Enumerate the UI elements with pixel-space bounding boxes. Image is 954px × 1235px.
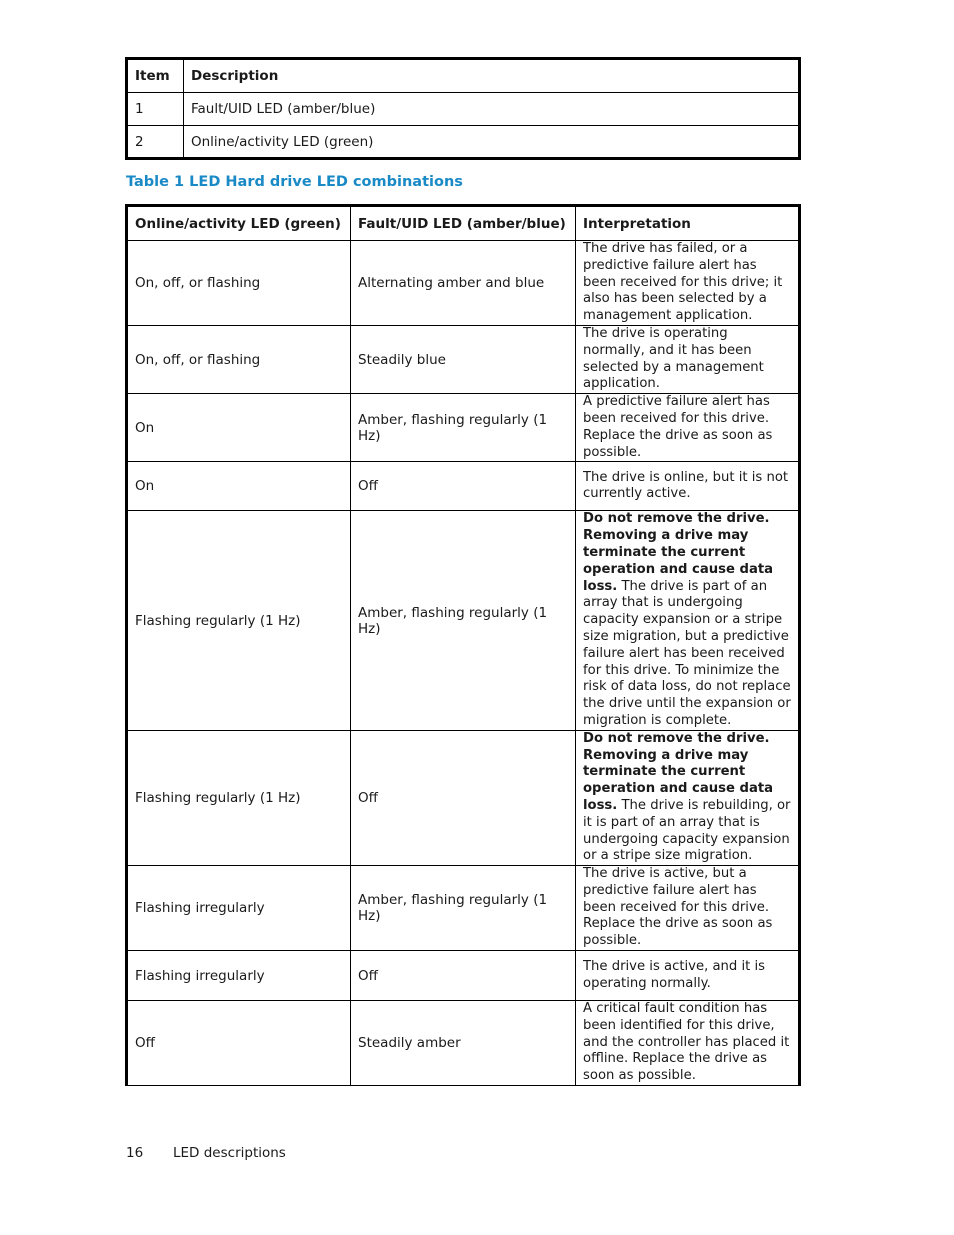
table-row: [127, 241, 800, 326]
table-row: [127, 325, 800, 393]
interpretation-cell: [576, 951, 800, 1001]
online-activity-state: On: [127, 394, 351, 462]
interpretation-text: The drive is operating normally, and it has been selected by a management application.: [583, 325, 764, 392]
online-activity-state: Flashing irregularly: [127, 951, 351, 1001]
table-row: [127, 951, 800, 1001]
fault-uid-state: Steadily blue: [351, 325, 576, 393]
table-row: [127, 1001, 800, 1086]
fault-uid-state: Off: [351, 730, 576, 865]
page-footer: [126, 1145, 286, 1161]
online-activity-state: On, off, or flashing: [127, 325, 351, 393]
interpretation-cell: [576, 462, 800, 511]
table-row: [127, 511, 800, 730]
led-combinations-table: [125, 204, 801, 1086]
fault-uid-state: Amber, flashing regularly (1 Hz): [351, 866, 576, 951]
interpretation-text: A critical fault condition has been identified for this drive, and the controller has placed it offline. Replace the drive as soon as possible.: [583, 1001, 790, 1084]
table-row: [127, 93, 800, 126]
interpretation-cell: [576, 1001, 800, 1086]
online-activity-state: On: [127, 462, 351, 511]
fault-uid-state: Amber, flashing regularly (1 Hz): [351, 511, 576, 730]
online-activity-state: Flashing irregularly: [127, 866, 351, 951]
interpretation-text: The drive is active, and it is operating normally.: [583, 958, 766, 991]
table-row: [127, 462, 800, 511]
items-table: [125, 57, 801, 160]
items-header-row: [127, 59, 800, 93]
item-description: Online/activity LED (green): [184, 126, 800, 159]
interpretation-text: The drive is active, but a predictive failure alert has been received for this drive. Replace the drive as soon as possible.: [583, 866, 773, 949]
table-row: [127, 866, 800, 951]
interpretation-cell: [576, 511, 800, 730]
fault-uid-state: Amber, flashing regularly (1 Hz): [351, 394, 576, 462]
section-title: LED descriptions: [173, 1145, 286, 1161]
table-row: [127, 126, 800, 159]
interpretation-text: The drive is online, but it is not currently active.: [583, 469, 789, 502]
interpretation-text: The drive is rebuilding, or it is part of an array that is undergoing capacity expansion or a stripe size migration.: [583, 797, 791, 864]
header-online-activity: Online/activity LED (green): [127, 206, 351, 241]
header-fault-uid: Fault/UID LED (amber/blue): [351, 206, 576, 241]
header-item: Item: [127, 59, 184, 93]
page-number: 16: [126, 1145, 144, 1161]
table-row: [127, 394, 800, 462]
item-number: 1: [127, 93, 184, 126]
interpretation-text: The drive is part of an array that is undergoing capacity expansion or a stripe size migration, but a predictive failure alert has been received for this drive. To minimize the risk of data loss, do not replace the drive until the expansion or migration is complete.: [583, 578, 791, 728]
online-activity-state: On, off, or flashing: [127, 241, 351, 326]
interpretation-text: A predictive failure alert has been received for this drive. Replace the drive as soon as possible.: [583, 394, 773, 460]
warning-text: Do not remove the drive. Removing a drive may terminate the current operation and cause data loss.: [583, 730, 774, 813]
interpretation-cell: [576, 394, 800, 462]
fault-uid-state: Off: [351, 462, 576, 511]
fault-uid-state: Alternating amber and blue: [351, 241, 576, 326]
item-number: 2: [127, 126, 184, 159]
header-description: Description: [184, 59, 800, 93]
header-interpretation: Interpretation: [576, 206, 800, 241]
item-description: Fault/UID LED (amber/blue): [184, 93, 800, 126]
led-header-row: [127, 206, 800, 241]
table-caption: Table 1 LED Hard drive LED combinations: [126, 174, 463, 190]
warning-text: Do not remove the drive. Removing a drive may terminate the current operation and cause data loss.: [583, 511, 774, 594]
online-activity-state: Flashing regularly (1 Hz): [127, 730, 351, 865]
fault-uid-state: Steadily amber: [351, 1001, 576, 1086]
interpretation-cell: [576, 730, 800, 865]
interpretation-cell: [576, 241, 800, 326]
interpretation-cell: [576, 866, 800, 951]
interpretation-cell: [576, 325, 800, 393]
online-activity-state: Off: [127, 1001, 351, 1086]
table-row: [127, 730, 800, 865]
fault-uid-state: Off: [351, 951, 576, 1001]
interpretation-text: The drive has failed, or a predictive failure alert has been received for this drive; it also has been selected by a management application.: [583, 241, 783, 324]
online-activity-state: Flashing regularly (1 Hz): [127, 511, 351, 730]
